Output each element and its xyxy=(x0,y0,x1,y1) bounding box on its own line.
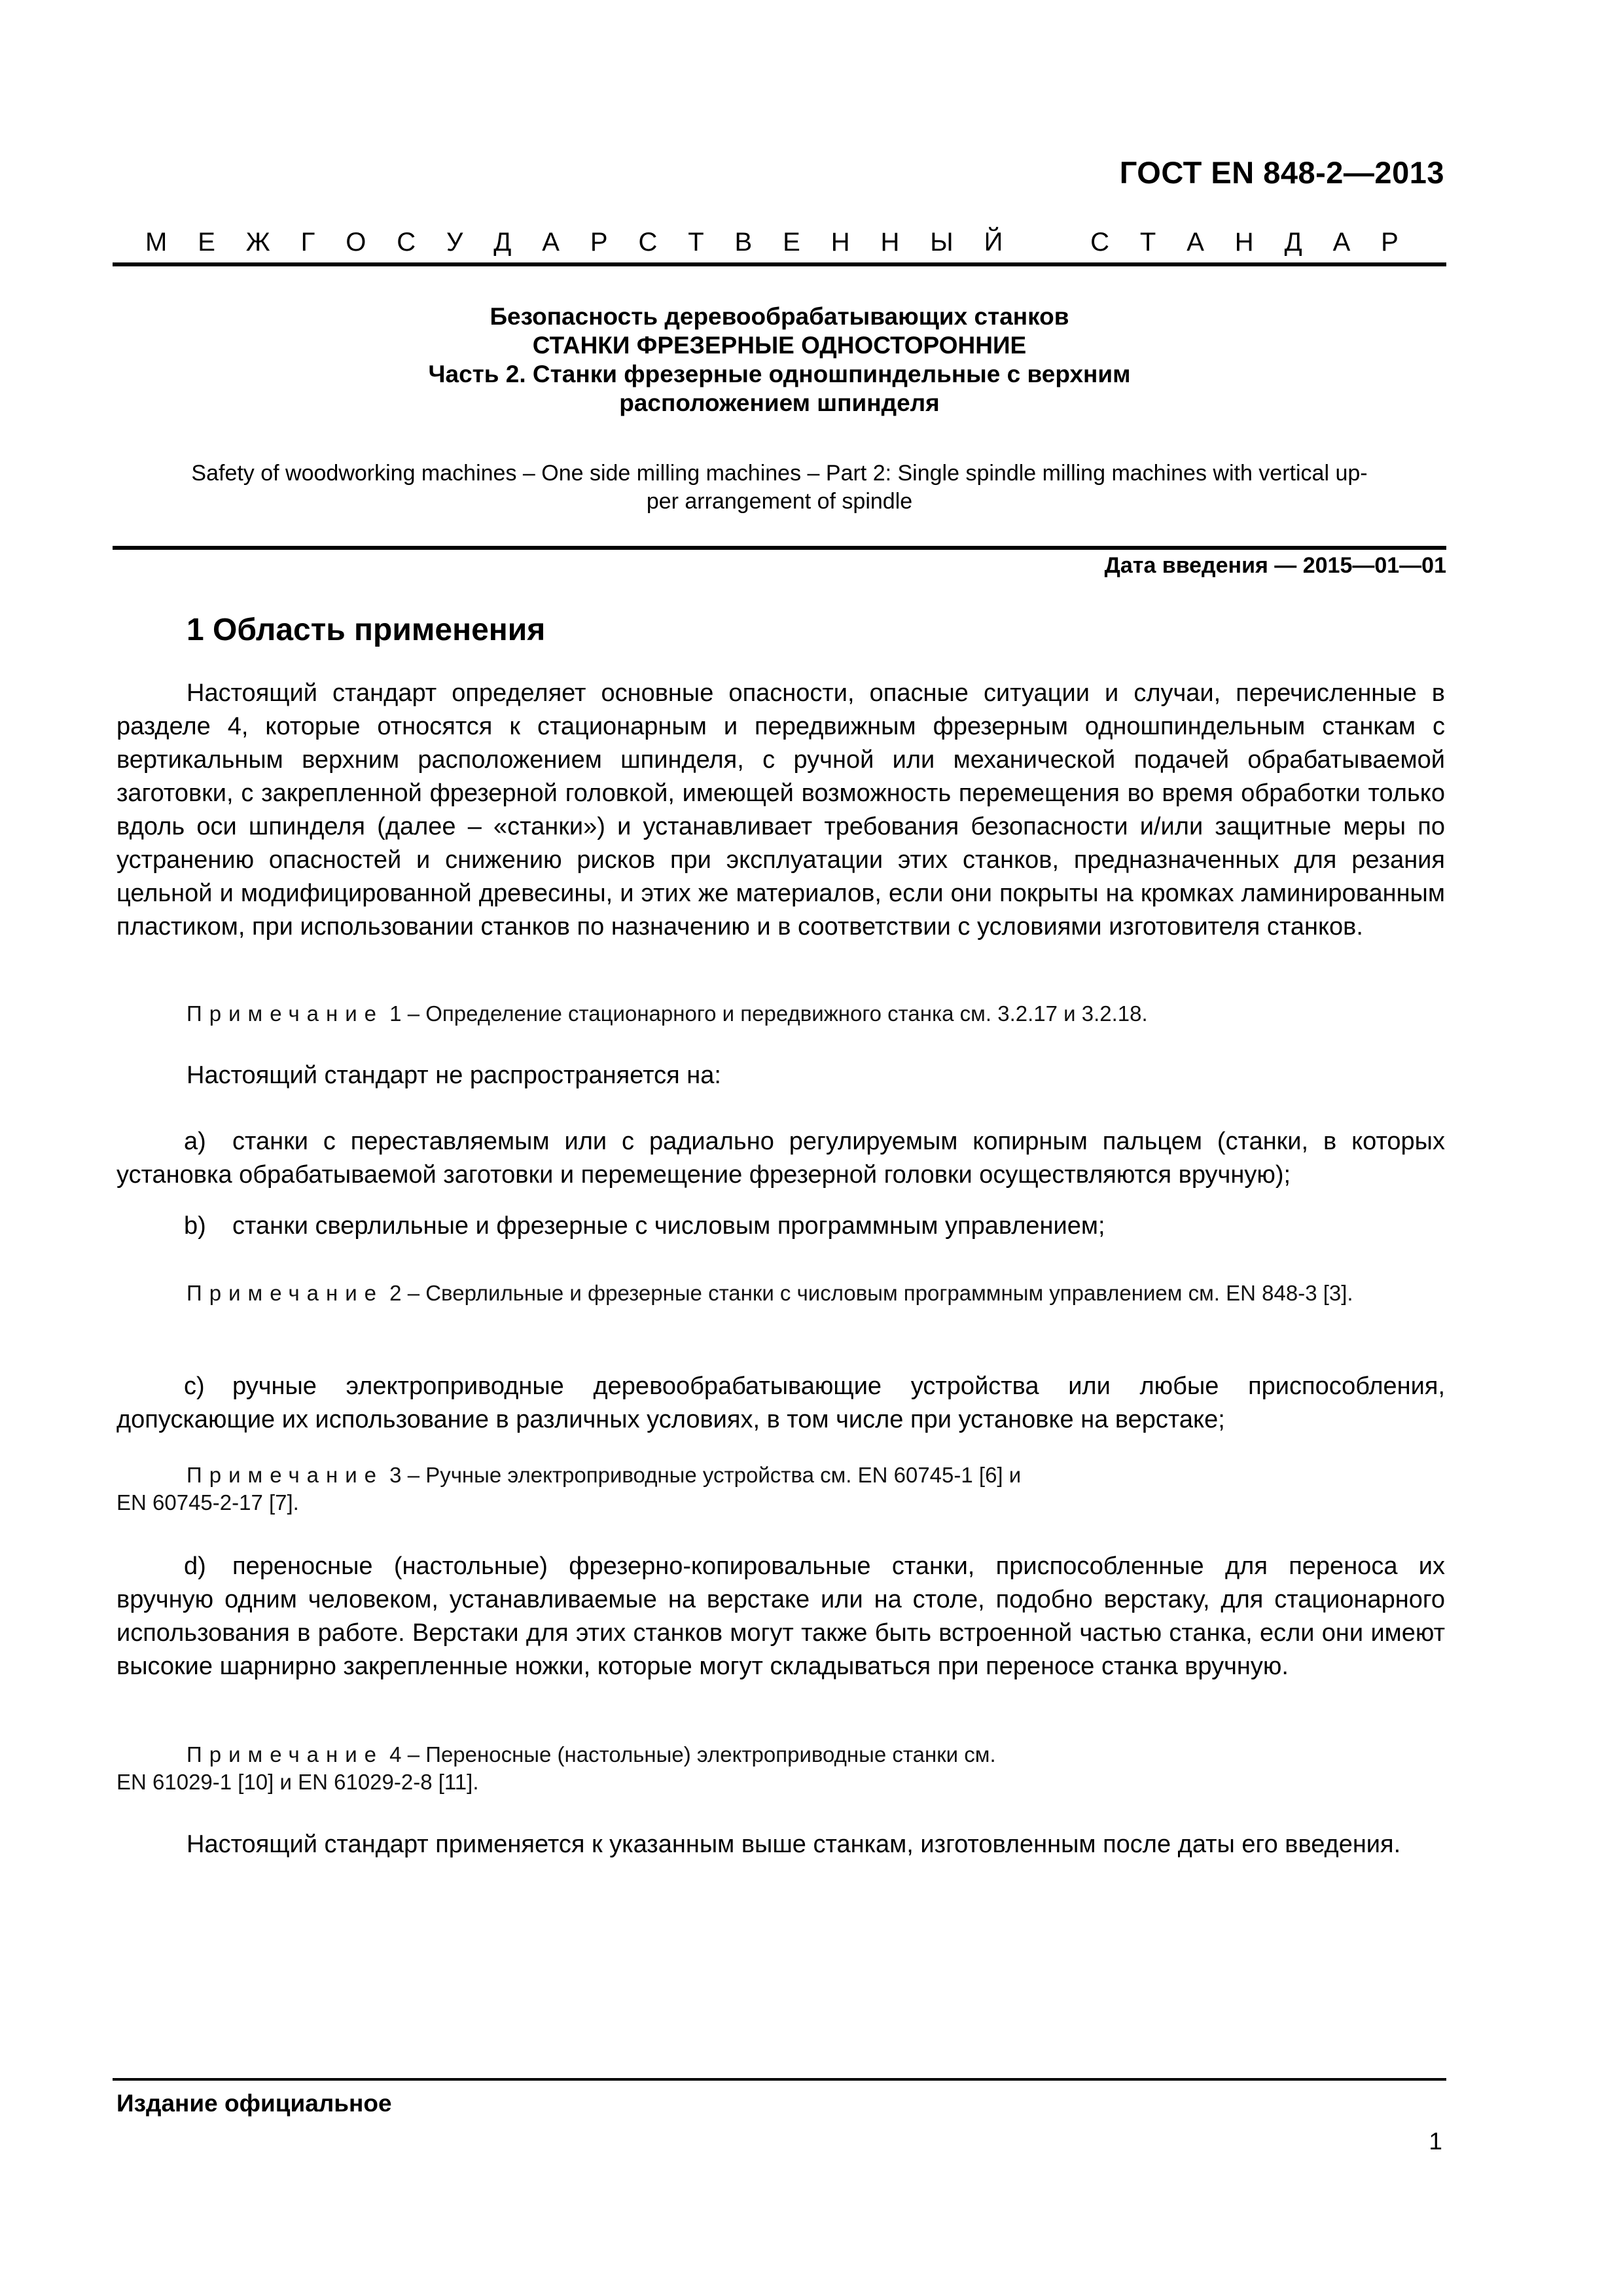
introduction-date: Дата введения — 2015—01—01 xyxy=(1104,553,1446,578)
note-4-line-1 xyxy=(116,1741,1445,1768)
banner-letter: О xyxy=(346,228,366,257)
official-edition-label: Издание официальное xyxy=(116,2090,392,2117)
list-item-d-text: переносные (настольные) фрезерно-копировальные станки, приспособленные для переноса их вручную одним человеком, устанавливаемые на верстаке или на столе, подобно верстаку, для стационарного использования в работе. Верстаки для этих станков могут также быть встроенной частью станка, если они имеют высокие шарнирно закрепленные ножки, которые могут складываться при переносе станка вручную. xyxy=(116,1552,1445,1680)
note-2 xyxy=(116,1280,1445,1307)
note-3 xyxy=(116,1462,1445,1516)
english-title-line-1: Safety of woodworking machines – One side milling machines – Part 2: Single spindle milling machines with vertical up- xyxy=(191,461,1368,486)
banner-letter: Ж xyxy=(245,228,270,257)
title-line-4: расположением шпинделя xyxy=(619,389,940,416)
note-3-line-1 xyxy=(116,1462,1445,1489)
list-item-b xyxy=(116,1210,1445,1243)
interstate-standard-banner xyxy=(145,228,1399,257)
banner-letter: У xyxy=(446,228,463,257)
note-4-text: 4 – Переносные (настольные) электроприводные станки см. xyxy=(383,1742,996,1767)
scope-paragraph: Настоящий стандарт определяет основные опасности, опасные ситуации и случаи, перечисленные в разделе 4, которые относятся к стационарным и передвижным фрезерным одношпиндельным станкам с вертикальным верхним расположением шпинделя, с ручной или механической подачей обрабатываемой заготовки, с закрепленной фрезерной головкой, имеющей возможность перемещения во время обработки только вдоль оси шпинделя (далее – «станки») и устанавливает требования безопасности и/или защитные меры по устранению опасностей и снижению рисков при эксплуатации этих станков, предназначенных для резания цельной и модифицированной древесины, и этих же материалов, если они покрыты на кромках ламинированным пластиком, при использовании станков по назначению и в соответствии с условиями изготовителя станков. xyxy=(116,679,1445,941)
banner-letter: Н xyxy=(880,228,900,257)
banner-letter: А xyxy=(1332,228,1351,257)
list-item-c-text: ручные электроприводные деревообрабатывающие устройства или любые приспособления, допускающие их использование в различных условиях, в том числе при установке на верстаке; xyxy=(116,1372,1445,1433)
standard-number: ГОСТ EN 848-2—2013 xyxy=(1119,155,1444,190)
list-item-a-text: станки с переставляемым или с радиально регулируемым копирным пальцем (станки, в которых установка обрабатываемой заготовки и перемещение фрезерной головки осуществляются вручную); xyxy=(116,1128,1445,1189)
footer-rule xyxy=(113,2078,1446,2081)
exclusions-intro: Настоящий стандарт не распространяется на: xyxy=(187,1062,721,1089)
note-1 xyxy=(116,1000,1445,1028)
banner-letter: Д xyxy=(493,228,512,257)
note-3-label: Примечание xyxy=(187,1463,384,1487)
banner-letter xyxy=(1033,228,1060,257)
note-2-label: Примечание xyxy=(187,1281,384,1305)
banner-letter: Ы xyxy=(930,228,954,257)
title-line-1: Безопасность деревообрабатывающих станков xyxy=(490,303,1069,330)
list-marker: c) xyxy=(184,1372,205,1400)
banner-letter: Р xyxy=(1381,228,1399,257)
banner-letter: С xyxy=(638,228,658,257)
banner-letter: Г xyxy=(300,228,315,257)
note-4-line-2: EN 61029-1 [10] и EN 61029-2-8 [11]. xyxy=(116,1770,479,1794)
banner-letter: Т xyxy=(688,228,704,257)
note-3-line-2: EN 60745-2-17 [7]. xyxy=(116,1490,299,1515)
title-rule xyxy=(113,546,1446,550)
header-rule xyxy=(113,262,1446,266)
note-1-label: Примечание xyxy=(187,1001,384,1026)
section-heading: 1 Область применения xyxy=(187,613,546,647)
note-4 xyxy=(116,1741,1445,1796)
banner-letter: Е xyxy=(198,228,215,257)
applicability-paragraph: Настоящий стандарт применяется к указанным выше станкам, изготовленным после даты его введения. xyxy=(187,1831,1401,1858)
english-title xyxy=(113,459,1446,516)
list-marker: а) xyxy=(184,1128,206,1155)
banner-letter: А xyxy=(542,228,560,257)
banner-letter: В xyxy=(734,228,753,257)
list-item-d xyxy=(116,1550,1445,1683)
document-title xyxy=(113,302,1446,418)
note-2-text: 2 – Сверлильные и фрезерные станки с числовым программным управлением см. EN 848-3 [3]. xyxy=(383,1281,1353,1305)
note-3-text: 3 – Ручные электроприводные устройства см. EN 60745-1 [6] и xyxy=(383,1463,1022,1487)
page-number: 1 xyxy=(1429,2128,1442,2155)
title-line-3: Часть 2. Станки фрезерные одношпиндельные с верхним xyxy=(428,361,1131,387)
banner-letter: М xyxy=(145,228,168,257)
title-line-2: СТАНКИ ФРЕЗЕРНЫЕ ОДНОСТОРОННИЕ xyxy=(532,332,1027,359)
banner-letter: Т xyxy=(1139,228,1156,257)
note-1-text: 1 – Определение стационарного и передвижного станка см. 3.2.17 и 3.2.18. xyxy=(383,1001,1148,1026)
list-marker: b) xyxy=(184,1212,206,1240)
list-item-b-text: станки сверлильные и фрезерные с числовым программным управлением; xyxy=(232,1212,1105,1240)
banner-letter: Н xyxy=(1234,228,1254,257)
banner-letter: Р xyxy=(590,228,608,257)
banner-letter: Н xyxy=(830,228,850,257)
banner-letter: Д xyxy=(1284,228,1302,257)
list-item-c xyxy=(116,1370,1445,1437)
banner-letter: С xyxy=(1090,228,1109,257)
banner-letter: Е xyxy=(783,228,800,257)
list-marker: d) xyxy=(184,1552,206,1580)
banner-letter: Й xyxy=(984,228,1003,257)
banner-letter: А xyxy=(1186,228,1204,257)
english-title-line-2: per arrangement of spindle xyxy=(646,489,913,514)
list-item-a xyxy=(116,1125,1445,1192)
note-4-label: Примечание xyxy=(187,1742,384,1767)
banner-letter: С xyxy=(397,228,416,257)
